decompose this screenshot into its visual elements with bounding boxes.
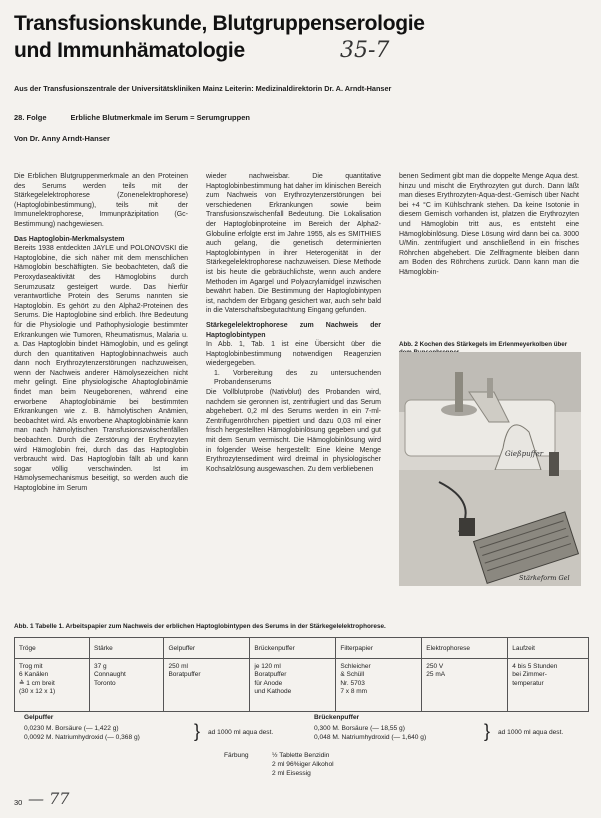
table-cell: 4 bis 5 Stunden bei Zimmer- temperatur (512, 663, 558, 687)
text-column-3 (399, 172, 579, 278)
body-paragraph: Die Vollblutprobe (Nativblut) des Probanden wird, nachdem sie geronnen ist, zentrifugiert und das Serum abgehebert. 0,2 ml des Serums werden in ein 7-ml-Zentrifugenröhrchen pipettiert und dazu 0,03 ml einer frisch hergestellten Hämoglobinlösung gegeben und gut mit dem Serum vermischt. Die Hämoglobinlösung wird in folgender Weise hergestellt: Eine kleine Menge Erythrozytensediment wird dreimal in physiologischer Kochsalzlösung ausgewaschen. Zu dem verbliebenen (206, 389, 381, 473)
title-line-1: Transfusionskunde, Blutgruppenserologie (14, 12, 425, 35)
table-header-cell: Gelpuffer (164, 638, 250, 659)
figure-caption: Abb. 2 Kochen des Stärkegels im Erlenmeyerkolben über (399, 341, 568, 348)
photo-label-bottle: Gießpuffer (505, 450, 544, 458)
table-row (15, 659, 588, 712)
section-heading: Stärkegelelektrophorese zum Nachweis der Haptoglobintypen (206, 321, 381, 339)
bridge-buffer-line: 0,300 M. Borsäure (— 18,55 g) (314, 725, 405, 732)
table-header-cell: Brückenpuffer (250, 638, 336, 659)
text-column-1 (14, 172, 188, 494)
table-cell: Trog mit 6 Kanälen ≙ 1 cm breit (30 x 12 x 1) (15, 659, 89, 712)
table-header-cell: Filterpapier (336, 638, 422, 659)
numbered-subheading: 1. Vorbereitung des zu untersuchenden Probandenserums (214, 369, 381, 387)
body-paragraph: benen Sediment gibt man die doppelte Menge Aqua dest. hinzu und mischt die Erythrozyten gut durch. Dann läßt man dieses Erythrozyten-Aqua-dest.-Gemisch über Nacht bei +4 °C im Kühlschrank stehen. Da keine Isotonie in diesem Gemisch vorhanden ist, platzen die Erythrozyten und Hämoglobin tritt aus, es entsteht eine Hämoglobinlösung. Diese Lösung wird dann bei ca. 3000 U/Min. zentrifugiert und anschließend in ein frisches Röhrchen abgehebert. Die Zellfragmente bleiben dann am Boden des Röhrchens zurück. Dann kann man die Hämoglobin- (399, 173, 579, 276)
stain-line: 2 ml 96%iger Alkohol (272, 761, 334, 768)
gel-buffer-title: Gelpuffer (24, 714, 54, 721)
title-line-2: und Immunhämatologie (14, 39, 245, 62)
table-cell: 250 V 25 mA (422, 659, 508, 712)
stain-label: Färbung (224, 752, 249, 759)
reagent-table (14, 637, 589, 712)
body-paragraph: Bereits 1938 entdeckten JAYLE und POLONOVSKI die Haptoglobine, die sich näher mit dem menschlichen Hämoglobin beschäftigten. Sie beobachteten, daß die Peroxydaseaktivität des Hämoglobins durch Serumzusatz gesteigert wurde. Das hierfür verantwortliche Protein des Serums nannten sie Haptoglobin. Es gehört zu den Alpha2-Proteinen des Serums. Die Haptoglobine sind erblich. Ihre Bedeutung für die Physiologie und Pathophysiologie bestimmter Erkrankungen wie Tumoren, Rheumatismus, Malaria u. a. Das Haptoglobin bindet Hämoglobin, und es gelingt durch den quantitativen Haptoglobinnachweis auch dann noch Erythrozytenzerstörungen nachzuweisen, wenn der Nachweis anderer Hämolysezeichen nicht mehr gelingt. Eine physiologische Ahaptoglobinämie findet man beim Neugeborenen, während eine erworbene Ahaptoglobinämie bei bestimmten Erkrankungen wie z. B. hämolytischen Anämien, beobachtet wird. Als erworbene Ahaptoglobinämie kann man nach hämolytischen Transfusionszwischenfällen beobachten. Durch die Zerstörung der Erythrozyten wird Hämoglobin frei, durch das das Haptoglobin verbraucht wird. Das Haptoglobin fällt ab und kann sogar völlig verschwinden. Ist im Hämolysemechanismus beseitigt, so werden auch die Haptoglobine im Serum (14, 245, 188, 492)
bridge-buffer-note: ad 1000 ml aqua dest. (498, 729, 564, 736)
series-number: 28. Folge (14, 113, 47, 122)
table-header-cell: Tröge (15, 638, 89, 659)
intro-paragraph: Die Erblichen Blutgruppenmerkmale an den Proteinen des Serums werden teils mit der Stärkegelelektrophorese (Zonenelektrophorese) (Haptoglobinbestimmung), teils mit der Immunelektrophorese, Immunpräzipitation (Gc-Bestimmung) nachgewiesen. (14, 173, 188, 228)
table-header-cell: Elektrophorese (422, 638, 508, 659)
table-cell: 37 g Connaught Toronto (89, 659, 163, 712)
section-heading: Das Haptoglobin-Merkmalsystem (14, 235, 125, 243)
table-caption: Abb. 1 Tabelle 1. Arbeitspapier zum Nachweis der erblichen Haptoglobintypen des Serums in der Stärkegelelektrophorese. (14, 623, 386, 630)
brace-icon: } (194, 721, 201, 741)
series-title: Erbliche Blutmerkmale im Serum = Serumgruppen (70, 113, 250, 122)
handwritten-page-annotation: — 77 (28, 789, 70, 808)
body-paragraph: wieder nachweisbar. Die quantitative Haptoglobinbestimmung hat daher im klinischen Bereich zum Nachweis von Erythrozytenzerstörungen bei verschiedenen Erkrankungen sowie beim Transfusionszwischenfall Bedeutung. Die Lokalisation der Haptoglobinproteine im Bereich der Alpha2-Globuline erfolgte erst im Jahre 1955, als es SMITHIES auch gelang, die genetisch determinierten Haptoglobintypen in ihrer Heterogenität in der Stärkegelelektrophorese nachzuweisen. Diese Methode ist bis heute die gebräuchlichste, wenn auch andere Methoden im Agargel und Polyacrylamidgel inzwischen bewährt haben. Die Bestimmung der Haptoglobintypen ist, nachdem der Erbgang gesichert war, auch sehr bald in die Vaterschaftsbegutachtung Eingang gefunden. (206, 173, 381, 315)
organization-line: Aus der Transfusionszentrale der Universitätskliniken Mainz Leiterin: Medizinaldirektorin Dr. A. Arndt-Hanser (14, 84, 392, 93)
table-cell: 250 ml Boratpuffer (164, 659, 250, 712)
stain-line: ½ Tablette Benzidin (272, 752, 330, 759)
gel-buffer-line: 0,0092 M. Natriumhydroxid (— 0,368 g) (24, 734, 140, 741)
page-number: 30 (14, 798, 23, 807)
stain-line: 2 ml Eisessig (272, 770, 311, 777)
table-cell: Schleicher & Schüll Nr. 5703 7 x 8 mm (336, 659, 422, 712)
photo-label-tray: Stärkeform Gel (519, 574, 570, 582)
article-title (14, 10, 574, 64)
table-cell: je 120 ml Boratpuffer für Anode und Kathode (250, 659, 336, 712)
brace-icon: } (484, 721, 491, 741)
text-column-2 (206, 172, 381, 474)
body-paragraph: In Abb. 1, Tab. 1 ist eine Übersicht über die Haptoglobinbestimmung notwendigen Reagenzien wiedergegeben. (206, 341, 381, 368)
author-line: Von Dr. Anny Arndt-Hanser (14, 134, 110, 143)
series-line (14, 113, 250, 122)
bridge-buffer-line: 0,048 M. Natriumhydroxid (— 1,640 g) (314, 734, 427, 741)
figure-photo (399, 352, 581, 586)
gel-buffer-line: 0,0230 M. Borsäure (— 1,422 g) (24, 725, 119, 732)
handwritten-annotation: 35-7 (340, 38, 390, 63)
gel-buffer-note: ad 1000 ml aqua dest. (208, 729, 274, 736)
bridge-buffer-title: Brückenpuffer (314, 714, 360, 721)
table-header-cell: Stärke (89, 638, 163, 659)
table-header-cell: Laufzeit (508, 638, 588, 659)
